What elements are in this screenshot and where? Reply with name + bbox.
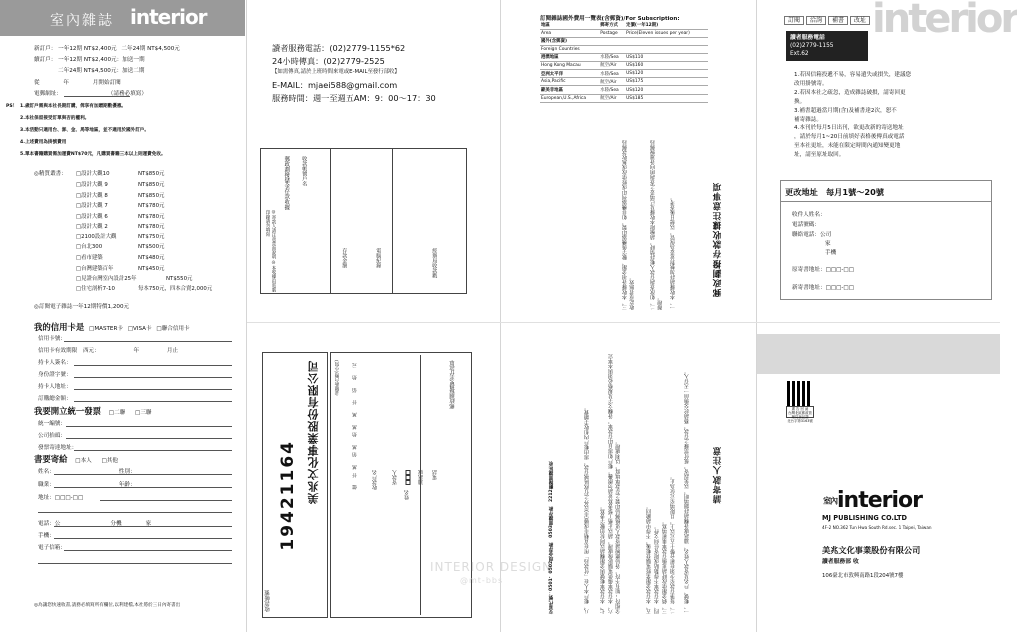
card-type-visa[interactable]: □VISA卡: [127, 326, 152, 332]
field-line: [54, 474, 232, 475]
rate-head: 定價(一年12期): [625, 21, 708, 29]
mailto-other[interactable]: □其他: [101, 458, 119, 464]
recipient-job-field[interactable]: 職業： 年齡：: [38, 482, 136, 488]
fold-line: [500, 0, 501, 632]
credit-card-title: 我的信用卡是: [34, 322, 85, 332]
receipt-divider: [392, 148, 393, 294]
rate-row: 亞洲太平洋 水陸/Sea US$120: [540, 70, 708, 78]
service-box: [786, 31, 868, 61]
renew-row-2: [58, 66, 144, 74]
invoice-two-part[interactable]: □二聯: [108, 410, 126, 416]
field-line: [54, 538, 232, 539]
account-number: 19421164: [278, 440, 298, 551]
field-line: [64, 550, 232, 551]
new-option-1yr[interactable]: 一年12期 NT$2,400元: [58, 46, 117, 52]
rate-sub: 國外(含郵資): [540, 37, 708, 45]
note-line: 改用掛號寄。: [794, 80, 828, 87]
rate-row: 港澳地區 水陸/Sea US$110: [540, 53, 708, 61]
fold-line: [247, 322, 1000, 323]
tab-inquiry[interactable]: 洽詢: [806, 16, 826, 25]
field-line: [74, 389, 232, 390]
renew-row: [34, 55, 145, 63]
credit-card-row: [34, 321, 190, 333]
magazine-title-zh: 室內雜誌: [50, 13, 114, 29]
email-input-line[interactable]: [64, 96, 130, 97]
mailer-band: [757, 334, 1000, 374]
book-item[interactable]: □設計大觀 6 NT$780元: [76, 214, 165, 220]
book-item[interactable]: □設計大觀 7 NT$780元: [76, 203, 165, 209]
depositor-name-label: 姓名: [404, 470, 412, 500]
barcode-marks: [787, 381, 812, 409]
fold-line: [756, 0, 757, 632]
address-en: 4F-2 NO.362 Tun Hwa South Rd.sec. 1 Taipei, Taiwan: [822, 525, 932, 530]
book-item[interactable]: □台北300 NT$500元: [76, 244, 165, 250]
rate-head: 郵寄方式: [599, 21, 625, 29]
note-line: 2.若因本社之疏忽，造成雜誌破損，請寄回更: [794, 89, 906, 96]
field-line: [38, 563, 232, 564]
ps-item-2: 2.本社保留接受訂單與否的權利。: [20, 116, 90, 121]
card-expiry-field[interactable]: 信用卡有效期限 西元： 年 月止: [38, 348, 179, 354]
watermark-handle: @mt-bbs: [460, 576, 504, 585]
box-divider: [781, 201, 991, 202]
rate-table-title: 訂閱雜誌國外費用一覽表(含郵資)/For Subscription:: [540, 16, 680, 22]
new-subscriber-label: 新訂戶：: [34, 46, 57, 52]
renew-option-2yr[interactable]: 二年24期 NT$4,500元：加送二期: [58, 68, 145, 74]
field-line: [54, 487, 232, 488]
email-note: （請務必填寫）: [107, 91, 147, 97]
note-line: 換。: [794, 98, 806, 105]
transaction-codes: 交易代號：0501、0502現金存款 0503票據存款 2212劃撥票據託收: [549, 461, 554, 614]
rate-table: [540, 21, 708, 103]
mailto-row: [34, 453, 118, 465]
contact-phone-home[interactable]: 家: [825, 241, 831, 247]
recipient-email-field[interactable]: 電子信箱：: [38, 545, 66, 551]
dept-recipient: 讀者服務部 收: [822, 559, 859, 565]
note-line: 至本社更址，未能在限定時間內通知變更地: [794, 143, 901, 150]
footer-note: ◎為讓您快速收書,請務必填寫所有欄位,以利建檔,本社將於三日內寄書出: [34, 603, 181, 608]
rate-sub: Foreign Countries: [540, 45, 708, 53]
postal-notice-line: 一、本收據請詳加核對並妥為保管，以便日後查考。: [670, 195, 676, 310]
field-line: [100, 500, 232, 501]
rate-row: Hong Kong Macau 航空/Air US$160: [540, 61, 708, 69]
field-line: [54, 526, 232, 527]
tab-subscribe[interactable]: 訂閱: [784, 16, 804, 25]
card-signature-field[interactable]: 持卡人簽名：: [38, 360, 72, 366]
phone-number-input[interactable]: 電話號碼：: [792, 222, 820, 228]
field-line: [64, 341, 232, 342]
depositor-phone-label: 電話: [432, 470, 438, 480]
company-title-field[interactable]: 公司抬頭：: [38, 433, 66, 439]
change-address-box: [780, 180, 992, 300]
field-line: [74, 365, 232, 366]
rate-head: 地區: [540, 21, 599, 29]
postal-notice-line: 三、本收據各項金額、數字係機器印製，如非機器列印或經塗改或無收款郵局收訖章者無效。: [622, 140, 636, 310]
books-label: ◎精質叢書：: [34, 171, 67, 177]
logo-prefix: 室內: [823, 496, 837, 506]
fold-line: [246, 0, 247, 632]
contact-phone-office[interactable]: 聯絡電話：公司: [792, 232, 832, 238]
book-item[interactable]: □設計大觀 9 NT$850元: [76, 182, 165, 188]
receipt-label: 存款金額: [341, 248, 348, 268]
depositor-notice-line: 八、帳戶本人在「付款局」所在直轄市或縣(市)以外之行政區域存款，需由帳戶內扣收手續費。: [584, 405, 590, 614]
note-line: ，請於每月1~20日前填好表格後傳真或電話: [794, 134, 905, 141]
ps-item-5: 5.單本書籍購買需加運費NT$70元，凡購買書籍三本以上則運費免收。: [20, 152, 166, 157]
rate-head-en: Postage: [599, 29, 625, 37]
card-number-field[interactable]: 信用卡號：: [38, 336, 66, 342]
contact-phone-mobile[interactable]: 手機: [825, 250, 837, 256]
renew-option-1yr[interactable]: 一年12期 NT$2,400元：加送一期: [58, 57, 145, 63]
year-label: 年: [63, 80, 69, 86]
receipt-title: 郵政劃撥儲金存款收據: [283, 156, 290, 210]
from-label: 從: [34, 80, 40, 86]
service-box-ext: Ext.62: [790, 51, 809, 57]
field-line: [66, 426, 232, 427]
depositor-address-label: 通訊處: [418, 470, 424, 485]
field-line: [74, 377, 232, 378]
amount-units: 億 仟萬 佰萬 拾萬 萬 仟 佰 拾 元: [353, 360, 358, 490]
rate-row: 歐美非地區 水陸/Sea US$120: [540, 86, 708, 94]
magazine-header: [0, 0, 245, 36]
fax-note: 【如需傳真,請於上班時間來電或E-MAIL至發行部收】: [272, 69, 400, 75]
postal-notice-title: 郵政劃撥存款收據注意事項: [713, 182, 723, 298]
service-fax: 24小時傳真：(02)2779-2525: [272, 56, 385, 66]
book-item[interactable]: □看市建築 NT$480元: [76, 255, 165, 261]
card-type-master[interactable]: □MASTER卡: [89, 326, 123, 332]
depositor-notice-line: 三、倘金額塗改時請更換存款單重新填寫。: [662, 519, 668, 614]
account-label: 收款帳號: [265, 590, 271, 612]
logo-text: interior: [837, 488, 922, 513]
payee-label: 收款戶名: [372, 470, 378, 490]
ps-item-1: 1.歲訂戶需與本社長期訂購，俾享有加贈期數優惠。: [20, 104, 127, 109]
invoice-three-part[interactable]: □三聯: [135, 410, 152, 416]
recipient-mobile-field[interactable]: 手機：: [38, 533, 55, 539]
rate-head-en: Price(Eleven issues per year): [625, 29, 708, 37]
start-row: [34, 78, 121, 86]
change-address-title: 更改地址 每月1號〜20號: [785, 187, 884, 197]
recipient-phone-field[interactable]: 電話：公 分機 家: [38, 521, 152, 527]
note-line: 3.補書超過當月期(含)及補書達2次，恕不: [794, 107, 897, 114]
field-line: [38, 512, 232, 513]
depositor-notice-line: 五、本存款金額業經電腦登帳後，不得申請撤回。: [646, 504, 652, 614]
new-option-2yr[interactable]: 二年24期 NT$4,500元: [121, 46, 180, 52]
id-number-field[interactable]: 身份證字號：: [38, 372, 72, 378]
payee-company: 美兆文化事業股份有限公司: [307, 360, 320, 504]
book-item[interactable]: □住宅剖析7-10 每本750元，四本合賣2,000元: [76, 286, 213, 292]
field-line: [74, 401, 232, 402]
book-item[interactable]: □設計大觀 2 NT$780元: [76, 224, 165, 230]
order-total-field[interactable]: 訂購總金額：: [38, 396, 72, 402]
field-line: [74, 450, 232, 451]
invoice-title: 我要開立統一發票: [34, 406, 101, 416]
receipt-label: 電腦紀錄: [375, 248, 382, 268]
book-item[interactable]: □見證台灣室內設計25年 NT$550元: [76, 276, 193, 282]
note-line: 址，請至原址取回。: [794, 152, 845, 159]
interior-logo: [823, 488, 922, 513]
book-item[interactable]: □設計大觀 8 NT$850元: [76, 193, 165, 199]
recipient-name-field[interactable]: 姓名： 性別：: [38, 469, 136, 475]
note-line: 1.若因信箱投遞不易，容易遺失或損失，建議您: [794, 72, 912, 78]
depositor-notice-line: 四、本存款單不得黏貼或附寄任何文件。: [654, 524, 660, 614]
address-zh: 106臺北市敦興南路1段204號7樓: [822, 573, 904, 579]
depositor-label: 寄款人: [392, 470, 398, 485]
invoice-address-field[interactable]: 發票寄達地址：: [38, 445, 78, 451]
ps-label: PS！: [6, 104, 18, 109]
new-address-input[interactable]: 新寄書地址：□□□-□□: [792, 285, 855, 291]
recipient-address-field[interactable]: 地址：□□□-□□: [38, 495, 84, 501]
depositor-notice-line: 七、本存款單帳號與金額欄請以阿拉伯數字書寫。: [600, 504, 606, 614]
tab-change-address[interactable]: 改址: [850, 16, 870, 25]
receipt-divider: [330, 148, 331, 294]
publisher-zh: 美兆文化事業股份有限公司: [822, 545, 921, 555]
publisher-en: MJ PUBLISHING CO.LTD: [822, 514, 908, 522]
business-reply-stamp: 廣 告 回 函 台灣北區郵政管理局登記證 北台字第3163號: [787, 407, 813, 423]
rate-head-en: Area: [540, 29, 599, 37]
postal-notice-line: 二、如欲查詢存款入帳詳情時，請檢附本收據及已填妥之查詢函向各連線郵局辦理。: [650, 140, 664, 310]
receipt-label: 經辦局收款戳: [431, 248, 438, 278]
service-phone: 讀者服務電話：(02)2779-1155*62: [272, 43, 406, 53]
new-subscriber-row: [34, 44, 180, 52]
service-email: E-MAIL：mjaei588@gmail.com: [272, 80, 398, 90]
book-item[interactable]: □2100設計大觀 NT$750元: [76, 234, 165, 240]
rate-row: Asia,Pacific 航空/Air US$175: [540, 78, 708, 86]
depositor-notice-line: 一、帳號、戶名及寄款人姓名、通訊處各欄請詳細填明，以免誤寄，抵付票據之存款，務請於交換前一天存入。: [684, 369, 690, 614]
service-box-phone: (02)2779-1155: [790, 43, 834, 49]
email-label: 電郵網址：: [34, 91, 62, 97]
depositor-notice-title: 請寄款人注意: [713, 446, 723, 504]
card-type-union[interactable]: □聯合信用卡: [156, 326, 190, 332]
tax-id-field[interactable]: 統一編號：: [38, 421, 66, 427]
note-line: 4.本刊於每月5日出刊，欲更改新的寄送地址: [794, 125, 904, 132]
watermark: INTERIOR DESIGN: [430, 560, 553, 574]
depositor-notice-line: 六、本存款單備供電腦影像處理，請以正楷工整書寫並請勿摺疊。帳戶如需自印存款單，各欄文字及規格必須與本單完全相符；如有不符，各局應婉請寄款人更換郵局印製之存款單填寫，以利處理。: [608, 354, 622, 614]
ebook-offer[interactable]: ◎訂閱電子雜誌一年12期特價1,200元: [34, 304, 130, 310]
ps-item-3: 3.本活動只適用台、澎、金、馬等地區，並不適用於國外訂戶。: [20, 128, 149, 133]
interior-logo-large: interior: [872, 0, 1017, 42]
service-tabs: [784, 15, 872, 24]
old-address-input[interactable]: 原寄書地址：□□□-□□: [792, 267, 855, 273]
service-hours: 服務時間：週一至週五AM：9：00～17：30: [272, 93, 436, 103]
ps-item-4: 4.上述費用為掛號費用: [20, 140, 67, 145]
receipt-label: 收款帳號戶名: [301, 156, 308, 186]
service-box-title: 讀者服務電話: [790, 35, 825, 41]
depositor-notice-line: 二、每筆存款至少須在新台幣十五元以上，且限填至元位為止。: [670, 474, 676, 614]
mailto-title: 書要寄給: [34, 454, 68, 464]
month-label: 月開始訂閱: [92, 80, 121, 86]
note-line: 補寄雜誌。: [794, 116, 822, 123]
amount-label: 金額新台幣(小寫): [335, 360, 340, 396]
tab-reissue[interactable]: 補書: [828, 16, 848, 25]
recipient-name-input[interactable]: 收件人姓名：: [792, 212, 826, 218]
receipt-note: ◎寄款人請注意背面說明 ◎本收據由電腦印錄請勿填寫: [265, 210, 276, 292]
service-notes: [794, 71, 911, 160]
book-item[interactable]: □設計大觀10 NT$850元: [76, 171, 165, 177]
cardholder-address-field[interactable]: 持卡人地址：: [38, 384, 72, 390]
field-line: [66, 438, 232, 439]
book-item[interactable]: □台灣建築百年 NT$450元: [76, 266, 165, 272]
rate-row: European,U.S.,Africa 航空/Air US$185: [540, 94, 708, 102]
mailto-self[interactable]: □本人: [75, 458, 92, 464]
renew-label: 續訂戶：: [34, 57, 57, 63]
form-title: 郵政劃撥儲金存款單: [450, 360, 456, 409]
invoice-row: [34, 405, 152, 417]
magazine-title-en: interior: [130, 5, 207, 29]
